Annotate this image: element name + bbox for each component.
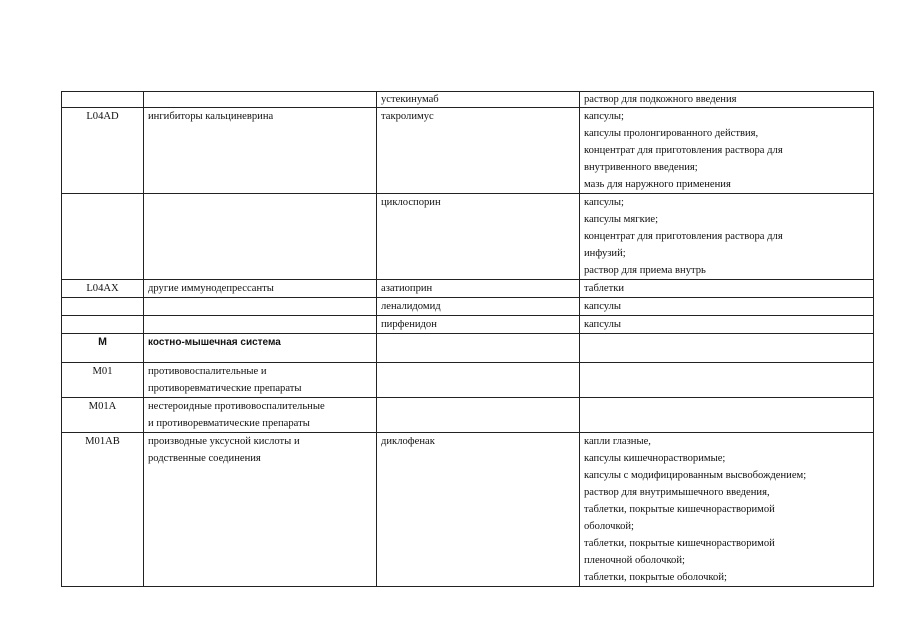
dosage-form: капсулы	[584, 319, 622, 330]
substance-cell: азатиоприн	[377, 280, 580, 298]
table-row	[62, 194, 874, 280]
dosage-form: внутривенного введения;	[584, 162, 698, 173]
dosage-form: таблетки, покрытые кишечнорастворимой	[584, 538, 775, 549]
atc-code-cell: M01AB	[62, 433, 144, 587]
dosage-form: капли глазные,	[584, 436, 651, 447]
dosage-forms-cell	[580, 92, 874, 108]
table-row	[62, 298, 874, 316]
dosage-forms-cell	[580, 363, 874, 398]
dosage-forms-cell	[580, 280, 874, 298]
group-name-cell	[144, 398, 377, 433]
dosage-form: капсулы	[584, 301, 622, 312]
group-name: другие иммунодепрессанты	[148, 283, 274, 294]
group-name-cell	[144, 334, 377, 363]
dosage-form: оболочкой;	[584, 521, 634, 532]
dosage-form: капсулы;	[584, 197, 624, 208]
table-row	[62, 280, 874, 298]
dosage-form: концентрат для приготовления раствора для	[584, 231, 783, 242]
group-name-cell	[144, 298, 377, 316]
dosage-form: капсулы мягкие;	[584, 214, 659, 225]
table-row	[62, 108, 874, 194]
dosage-forms-cell	[580, 433, 874, 587]
atc-code-cell	[62, 92, 144, 108]
dosage-form: инфузий;	[584, 248, 626, 259]
atc-code-cell	[62, 194, 144, 280]
dosage-form: раствор для подкожного введения	[584, 94, 737, 105]
dosage-form: пленочной оболочкой;	[584, 555, 685, 566]
group-name-cell	[144, 316, 377, 334]
atc-code-cell: L04AX	[62, 280, 144, 298]
table-row	[62, 92, 874, 108]
dosage-form: капсулы;	[584, 111, 624, 122]
atc-code-cell: M	[62, 334, 144, 363]
dosage-forms-cell	[580, 108, 874, 194]
table-row	[62, 316, 874, 334]
group-name: ингибиторы кальциневрина	[148, 111, 274, 122]
table-row	[62, 363, 874, 398]
group-name: противовоспалительные и	[148, 366, 267, 377]
substance-cell: леналидомид	[377, 298, 580, 316]
group-name-cell	[144, 433, 377, 587]
atc-code-cell: M01A	[62, 398, 144, 433]
dosage-form: мазь для наружного применения	[584, 179, 731, 190]
drug-classification-table	[61, 91, 874, 587]
table-row	[62, 398, 874, 433]
group-name: нестероидные противовоспалительные	[148, 401, 325, 412]
group-name-cell	[144, 108, 377, 194]
group-name-cell	[144, 92, 377, 108]
dosage-forms-cell	[580, 316, 874, 334]
group-name: родственные соединения	[148, 453, 261, 464]
substance-cell: пирфенидон	[377, 316, 580, 334]
dosage-form: капсулы с модифицированным высвобождением;	[584, 470, 807, 481]
substance-cell	[377, 334, 580, 363]
group-name: костно-мышечная система	[148, 337, 281, 348]
group-name: противоревматические препараты	[148, 383, 302, 394]
group-name-cell	[144, 194, 377, 280]
dosage-form: таблетки	[584, 283, 625, 294]
dosage-form: таблетки, покрытые кишечнорастворимой	[584, 504, 775, 515]
dosage-form: концентрат для приготовления раствора для	[584, 145, 783, 156]
substance-cell: такролимус	[377, 108, 580, 194]
substance-cell: устекинумаб	[377, 92, 580, 108]
substance-cell	[377, 363, 580, 398]
group-name: и противоревматические препараты	[148, 418, 310, 429]
dosage-forms-cell	[580, 398, 874, 433]
substance-cell: циклоспорин	[377, 194, 580, 280]
dosage-form: таблетки, покрытые оболочкой;	[584, 572, 727, 583]
dosage-forms-cell	[580, 194, 874, 280]
dosage-form: раствор для приема внутрь	[584, 265, 706, 276]
substance-cell: диклофенак	[377, 433, 580, 587]
atc-code-cell: M01	[62, 363, 144, 398]
group-name-cell	[144, 363, 377, 398]
atc-code-cell	[62, 316, 144, 334]
atc-code-cell	[62, 298, 144, 316]
group-name: производные уксусной кислоты и	[148, 436, 300, 447]
substance-cell	[377, 398, 580, 433]
atc-code-cell: L04AD	[62, 108, 144, 194]
table-row	[62, 334, 874, 363]
dosage-forms-cell	[580, 298, 874, 316]
dosage-form: капсулы пролонгированного действия,	[584, 128, 759, 139]
dosage-form: капсулы кишечнорастворимые;	[584, 453, 726, 464]
table-row	[62, 433, 874, 587]
group-name-cell	[144, 280, 377, 298]
dosage-form: раствор для внутримышечного введения,	[584, 487, 770, 498]
dosage-forms-cell	[580, 334, 874, 363]
